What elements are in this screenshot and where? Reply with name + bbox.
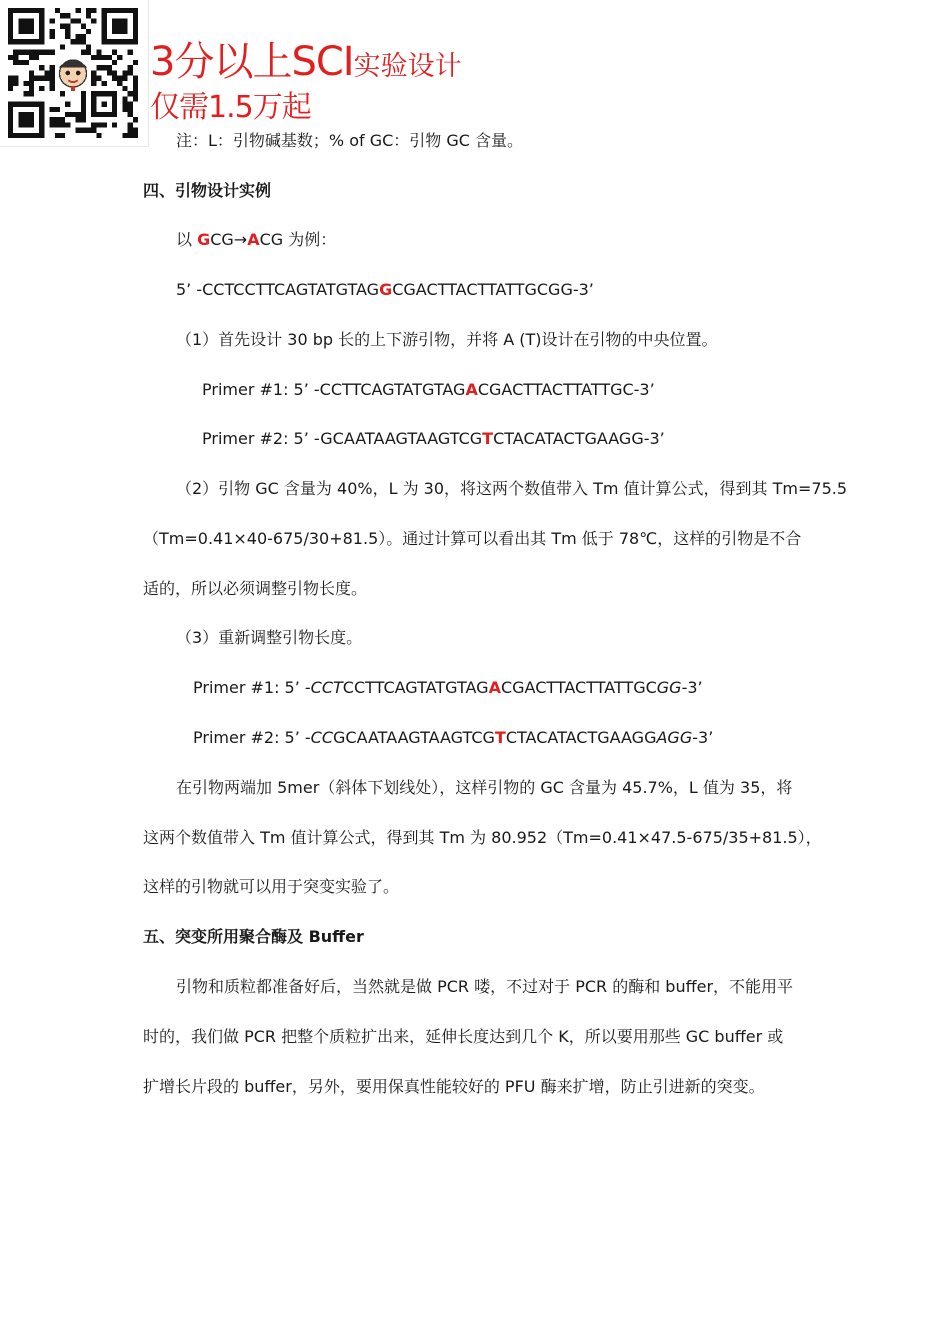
step-2-line-1: （2）引物 GC 含量为 40%，L 为 30，将这两个数值带入 Tm 值计算公式，得到其 Tm=75.5: [176, 479, 848, 498]
primer-2-adjusted: Primer #2: 5’ -CCGCAATAAGTAAGTCGTCTACATACTGAAGGAGG-3’: [193, 728, 714, 747]
section-5-line-3: 扩增长片段的 buffer，另外，要用保真性能较好的 PFU 酶来扩增，防止引进新的突变。: [143, 1077, 765, 1096]
primer-1-initial: Primer #1: 5’ -CCTTCAGTATGTAGACGACTTACTTATTGC-3’: [202, 380, 655, 399]
qr-banner: [0, 0, 149, 147]
result-line-1: 在引物两端加 5mer（斜体下划线处），这样引物的 GC 含量为 45.7%，L 值为 35，将: [176, 778, 793, 797]
section-5-heading: 五、突变所用聚合酶及 Buffer: [143, 927, 364, 946]
step-2-line-3: 适的，所以必须调整引物长度。: [143, 579, 368, 598]
example-label: 以 GCG→ACG 为例：: [176, 230, 337, 249]
step-3: （3）重新调整引物长度。: [176, 628, 363, 647]
step-1: （1）首先设计 30 bp 长的上下游引物，并将 A (T)设计在引物的中央位置。: [176, 330, 718, 349]
section-5-line-1: 引物和质粒都准备好后，当然就是做 PCR 喽，不过对于 PCR 的酶和 buffer，不能用平: [176, 977, 794, 996]
promo-headline: 3分以上SCI实验设计: [150, 39, 462, 85]
qr-code-icon[interactable]: [8, 8, 138, 138]
cartoon-mascot-icon: [55, 55, 91, 91]
template-sequence: 5’ -CCTCCTTCAGTATGTAGGCGACTTACTTATTGCGG-3’: [176, 280, 594, 299]
table-note: 注：L：引物碱基数；% of GC：引物 GC 含量。: [176, 131, 524, 150]
section-5-line-2: 时的，我们做 PCR 把整个质粒扩出来，延伸长度达到几个 K，所以要用那些 GC buffer 或: [143, 1027, 784, 1046]
promo-price: 仅需1.5万起: [150, 90, 311, 125]
section-4-heading: 四、引物设计实例: [143, 181, 272, 200]
primer-2-initial: Primer #2: 5’ -GCAATAAGTAAGTCGTCTACATACTGAAGG-3’: [202, 429, 665, 448]
step-2-line-2: （Tm=0.41×40-675/30+81.5）。通过计算可以看出其 Tm 低于 78℃，这样的引物是不合: [143, 529, 802, 548]
primer-1-adjusted: Primer #1: 5’ -CCTCCTTCAGTATGTAGACGACTTACTTATTGCGG-3’: [193, 678, 703, 697]
result-line-2: 这两个数值带入 Tm 值计算公式，得到其 Tm 为 80.952（Tm=0.41×47.5-675/35+81.5），: [143, 828, 822, 847]
result-line-3: 这样的引物就可以用于突变实验了。: [143, 877, 400, 896]
